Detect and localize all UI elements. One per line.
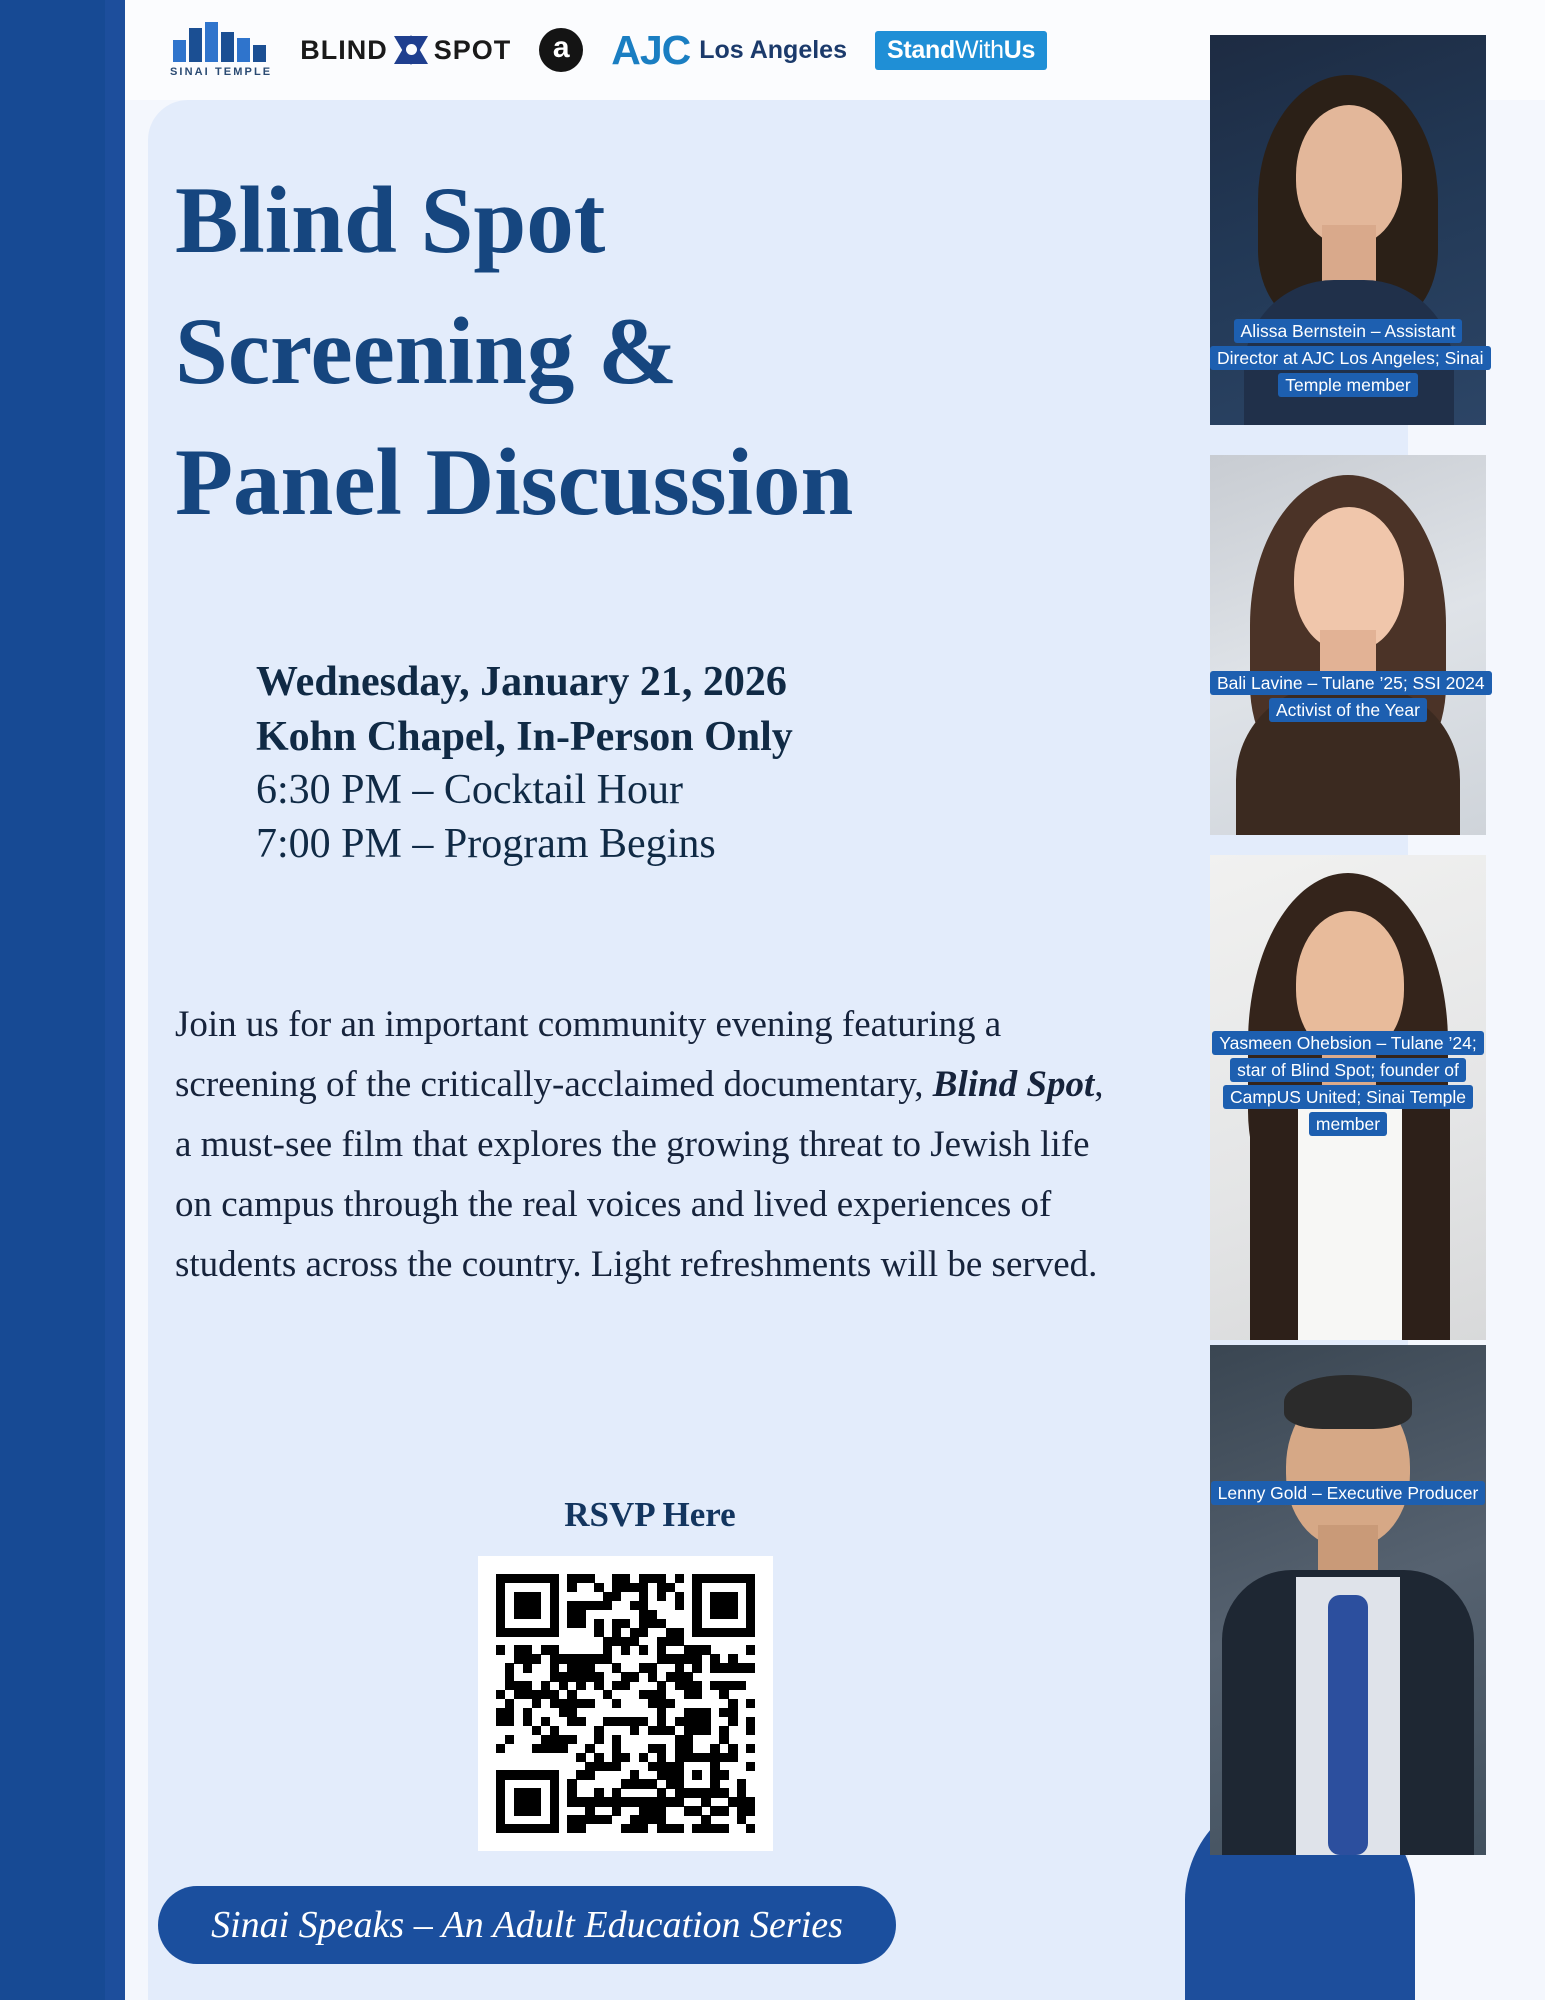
ajc-city-label: Los Angeles	[699, 35, 847, 64]
headline-line-1: Blind Spot	[175, 167, 606, 273]
event-description	[175, 995, 1115, 1295]
swu-part-us: Us	[1003, 35, 1036, 64]
headline-line-2: Screening &	[175, 298, 678, 405]
panelist-caption-lenny-gold: Lenny Gold – Executive Producer	[1210, 1480, 1486, 1507]
panelist-photo-column	[1210, 0, 1486, 2000]
left-accent-bar	[0, 0, 125, 2000]
description-part-1: Join us for an important community evening featuring a screening of the critically-acclaimed documentary,	[175, 1004, 1002, 1105]
a-circle-logo	[539, 28, 583, 72]
event-time-program: 7:00 PM – Program Begins	[256, 820, 716, 867]
panelist-caption-alissa-bernstein: Alissa Bernstein – Assistant Director at AJC Los Angeles; Sinai Temple member	[1210, 318, 1486, 399]
swu-part-stand: Stand	[886, 35, 955, 64]
event-time-cocktail: 6:30 PM – Cocktail Hour	[256, 767, 683, 814]
sinai-temple-logo-label: SINAI TEMPLE	[170, 66, 273, 78]
panelist-caption-bali-lavine: Bali Lavine – Tulane ’25; SSI 2024 Activist of the Year	[1210, 670, 1486, 724]
left-accent-bar-inner	[0, 0, 105, 2000]
sinai-temple-mark-icon	[173, 22, 269, 62]
rsvp-qr-code[interactable]	[478, 1556, 773, 1851]
event-details	[256, 655, 1156, 872]
sinai-temple-logo	[170, 22, 272, 78]
headline-line-3: Panel Discussion	[175, 429, 854, 536]
event-date: Wednesday, January 21, 2026	[256, 659, 787, 705]
ajc-logo	[611, 27, 847, 74]
panelist-caption-yasmeen-ohebsion: Yasmeen Ohebsion – Tulane ’24; star of Blind Spot; founder of CampUS United; Sinai Temple member	[1210, 1030, 1486, 1139]
swu-part-with: With	[954, 35, 1004, 64]
description-part-2: , a must-see film that explores the growing threat to Jewish life on campus through the real voices and lived experiences of students across the country. Light refreshments will be served.	[175, 1063, 1104, 1285]
standwithus-logo	[875, 31, 1047, 70]
blind-spot-logo-right: SPOT	[433, 34, 512, 65]
ajc-mark-label: AJC	[611, 26, 691, 73]
a-circle-logo-label: a	[539, 28, 583, 72]
panelist-photo-bali-lavine	[1210, 455, 1486, 835]
footer-series-badge	[158, 1886, 896, 1964]
rsvp-label: RSVP Here	[564, 1495, 736, 1534]
footer-series-label: Sinai Speaks – An Adult Education Series	[211, 1904, 843, 1946]
page-title	[175, 155, 1185, 548]
star-of-david-icon	[394, 33, 428, 67]
blind-spot-logo	[300, 33, 511, 67]
film-title: Blind Spot	[932, 1063, 1095, 1105]
event-location: Kohn Chapel, In-Person Only	[256, 713, 793, 760]
blind-spot-logo-left: BLIND	[300, 34, 388, 65]
panelist-photo-lenny-gold	[1210, 1345, 1486, 1855]
